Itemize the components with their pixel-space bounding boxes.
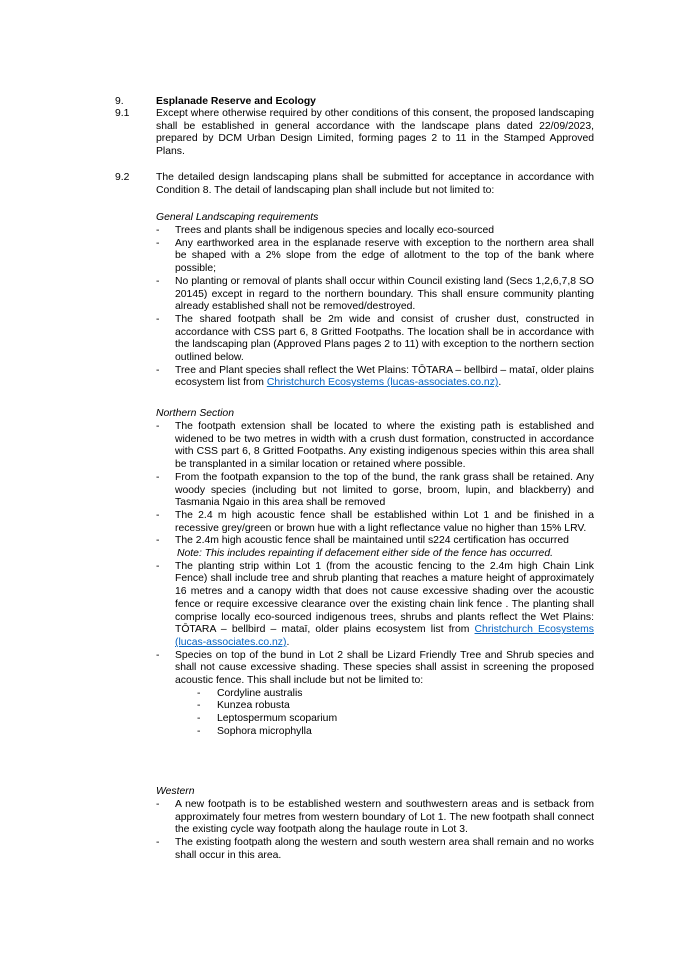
list-item-text: The shared footpath shall be 2m wide and consist of crusher dust, constructed in accordance with CSS part 6, 8 Gritted Footpaths. The location shall be in accordance with the landscaping plan (Approved Plans pages 2 to 11) with exception to the northern section outlined below. [175,313,594,364]
list-item-text: From the footpath expansion to the top of the bund, the rank grass shall be retained. Any woody species (including but not limited to gorse, broom, lupin, and blackberry) and Tasmania Ngaio in this area shall be removed [175,471,594,509]
western-heading: Western [156,786,195,797]
bullet-dash: - [156,535,160,547]
christchurch-ecosystems-link[interactable]: Christchurch Ecosystems (lucas-associates.co.nz) [266,377,499,389]
bullet-dash: - [156,237,160,249]
bullet-dash: - [156,225,160,236]
list-item-text: The planting strip within Lot 1 (from the acoustic fencing to the 2.4m high Chain Link Fence) shall include tree and shrub planting that reaches a mature height of approximately 16 metres and a canopy width that does not cause excessive shading over the acoustic fence or require excessive clearance over the existing chain link fence . The planting shall comprise locally eco-sourced indigenous trees, shrubs and plants reflect the Wet Plains: TŌTARA – bellbird – mataī, older plains ecosystem list from [175,560,594,636]
bullet-dash: - [156,275,160,287]
list-item-text: Any earthworked area in the esplanade reserve with exception to the northern area shall be shaped with a 2% slope from the edge of allotment to the top of the bank where possible; [175,237,594,275]
list-item [156,225,594,238]
section-title: Esplanade Reserve and Ecology [156,96,316,107]
list-item [156,837,594,862]
general-landscaping-heading: General Landscaping requirements [156,212,319,223]
species-name: Cordyline australis [217,687,303,699]
list-item [156,535,594,560]
list-item-text: The 2.4m high acoustic fence shall be maintained until s224 certification has occurred [175,535,569,547]
list-item [156,276,594,314]
clause-text-9-1: Except where otherwise required by other conditions of this consent, the proposed landscaping shall be established in general accordance with the landscape plans dated 22/09/2023, prepared by DCM Urban Design Limited, forming pages 2 to 11 in the Stamped Approved Plans. [156,108,594,158]
bullet-dash: - [197,725,201,737]
bullet-dash: - [156,509,160,521]
list-item [156,561,594,650]
fence-note: Note: This includes repainting if defacement either side of the fence has occurred. [177,548,554,560]
list-item-text: A new footpath is to be established western and southwestern areas and is setback from approximately four metres from western boundary of Lot 1. The new footpath shall connect the existing cycle way footpath along the haulage route in Lot 3. [175,799,594,836]
list-item-text: Trees and plants shall be indigenous species and locally eco-sourced [175,225,495,236]
bullet-dash: - [156,799,160,810]
species-item [197,713,594,726]
bullet-dash: - [197,687,201,699]
list-item [156,421,594,472]
species-item [197,726,594,739]
western-list [156,799,594,863]
section-number: 9. [115,96,124,107]
list-item-end: . [498,377,502,389]
bullet-dash: - [156,471,160,483]
bullet-dash: - [156,649,160,661]
list-item [156,799,594,837]
list-item [156,650,594,739]
northern-section-list [156,421,594,739]
list-item [156,238,594,276]
list-item-text: Species on top of the bund in Lot 2 shall be Lizard Friendly Tree and Shrub species and shall not cause excessive shading. These species shall assist in screening the proposed acoustic fence. This shall include but not be limited to: [175,649,594,687]
christchurch-ecosystems-link[interactable]: Christchurch Ecosystems (lucas-associates.co.nz) [175,624,594,648]
species-list [175,688,594,739]
bullet-dash: - [156,837,160,849]
bullet-dash: - [156,313,160,325]
clause-text-9-2: The detailed design landscaping plans shall be submitted for acceptance in accordance with Condition 8. The detail of landscaping plan shall include but not limited to: [156,172,594,196]
bullet-dash: - [197,700,201,712]
bullet-dash: - [156,560,160,572]
list-item [156,510,594,535]
species-item [197,700,594,713]
species-name: Kunzea robusta [217,700,290,712]
bullet-dash: - [156,421,160,432]
list-item-text: Tree and Plant species shall reflect the Wet Plains: TŌTARA – bellbird – mataī, older plains ecosystem list from [175,364,594,389]
species-name: Leptospermum scoparium [217,713,338,725]
clause-number-9-2: 9.2 [115,172,130,183]
bullet-dash: - [156,364,160,376]
bullet-dash: - [197,713,201,725]
northern-section-heading: Northern Section [156,408,234,419]
clause-number-9-1: 9.1 [115,108,130,119]
general-landscaping-list [156,225,594,390]
list-item [156,472,594,510]
list-item [156,365,594,390]
list-item-text: The 2.4 m high acoustic fence shall be established within Lot 1 and be finished in a recessive grey/green or brown hue with a light reflectance value no higher than 15% LRV. [175,509,594,534]
list-item-end: . [286,636,290,648]
list-item-text: The existing footpath along the western and south western area shall remain and no works shall occur in this area. [175,837,594,861]
list-item [156,314,594,365]
list-item-text: No planting or removal of plants shall occur within Council existing land (Secs 1,2,6,7,8 SO 20145) except in regard to the northern boundary. This shall ensure community planting already established shall not be removed/destroyed. [175,275,594,313]
species-name: Sophora microphylla [217,725,312,737]
species-item [197,688,594,701]
list-item-text: The footpath extension shall be located to where the existing path is established and widened to be two metres in width with a crush dust formation, constructed in accordance with CSS part 6, 8 Gritted Footpaths. Any existing indigenous species within this area shall be transplanted in a similar location or retained where possible. [175,421,594,471]
